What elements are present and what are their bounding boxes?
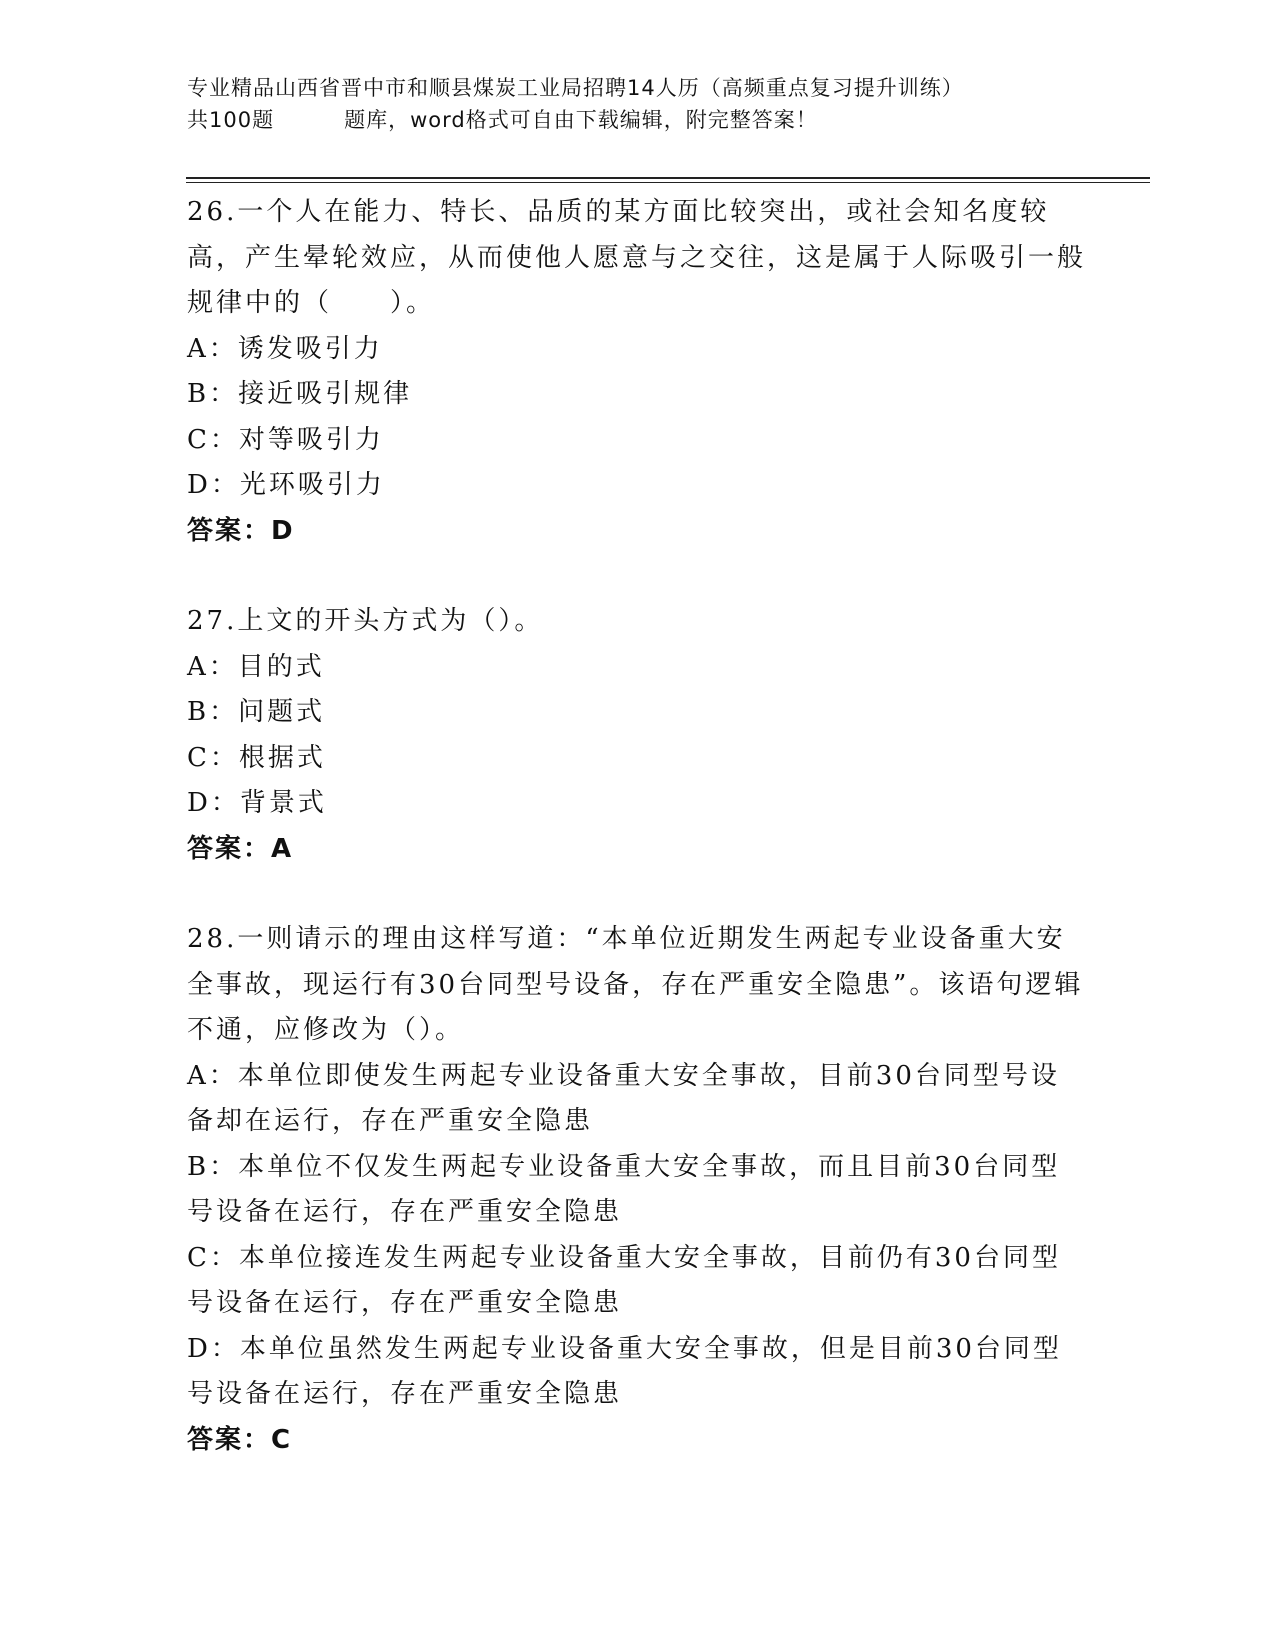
option-b: B：接近吸引规律: [187, 379, 413, 409]
option-a: A：本单位即使发生两起专业设备重大安全事故，目前30台同型号设备却在运行，存在严重安全隐患: [187, 1060, 1060, 1136]
option-c: C：对等吸引力: [187, 424, 384, 455]
option-a: A：诱发吸引力: [187, 333, 383, 364]
option-d: D：背景式: [187, 788, 327, 818]
option-c: C：根据式: [187, 742, 326, 773]
option-b: B：问题式: [187, 697, 326, 727]
header-divider-thin: [186, 182, 1150, 183]
header-description: 题库，word格式可自由下载编辑，附完整答案！: [344, 108, 818, 132]
question-stem: 28.一则请示的理由这样写道：“本单位近期发生两起专业设备重大安全事故，现运行有30台同型号设备，存在严重安全隐患”。该语句逻辑不通，应修改为（）。: [187, 924, 1084, 1045]
option-d: D：本单位虽然发生两起专业设备重大安全事故，但是目前30台同型号设备在运行，存在严重安全隐患: [187, 1333, 1062, 1409]
question-stem: 26.一个人在能力、特长、品质的某方面比较突出，或社会知名度较高，产生晕轮效应，从而使他人愿意与之交往，这是属于人际吸引一般规律中的（ ）。: [187, 197, 1087, 318]
answer-line: 答案：D: [187, 515, 295, 546]
question-stem: 27.上文的开头方式为（）。: [187, 606, 544, 636]
header-title-line: 专业精品山西省晋中市和顺县煤炭工业局招聘14人历（高频重点复习提升训练）: [187, 76, 964, 100]
question-block-26: [187, 190, 1087, 554]
question-list: [187, 190, 1087, 1463]
answer-line: 答案：A: [187, 833, 294, 864]
header-divider-thick: [186, 177, 1150, 179]
option-d: D：光环吸引力: [187, 470, 385, 500]
option-a: A：目的式: [187, 651, 325, 682]
question-block-28: [187, 917, 1087, 1463]
option-b: B：本单位不仅发生两起专业设备重大安全事故，而且目前30台同型号设备在运行，存在严重安全隐患: [187, 1151, 1061, 1227]
question-block-27: [187, 599, 1087, 872]
header-subtitle-line: [187, 104, 1147, 136]
answer-line: 答案：C: [187, 1424, 293, 1455]
option-c: C：本单位接连发生两起专业设备重大安全事故，目前仍有30台同型号设备在运行，存在严重安全隐患: [187, 1242, 1061, 1318]
document-header: [187, 72, 1147, 136]
header-question-count: 共100题: [187, 108, 275, 132]
